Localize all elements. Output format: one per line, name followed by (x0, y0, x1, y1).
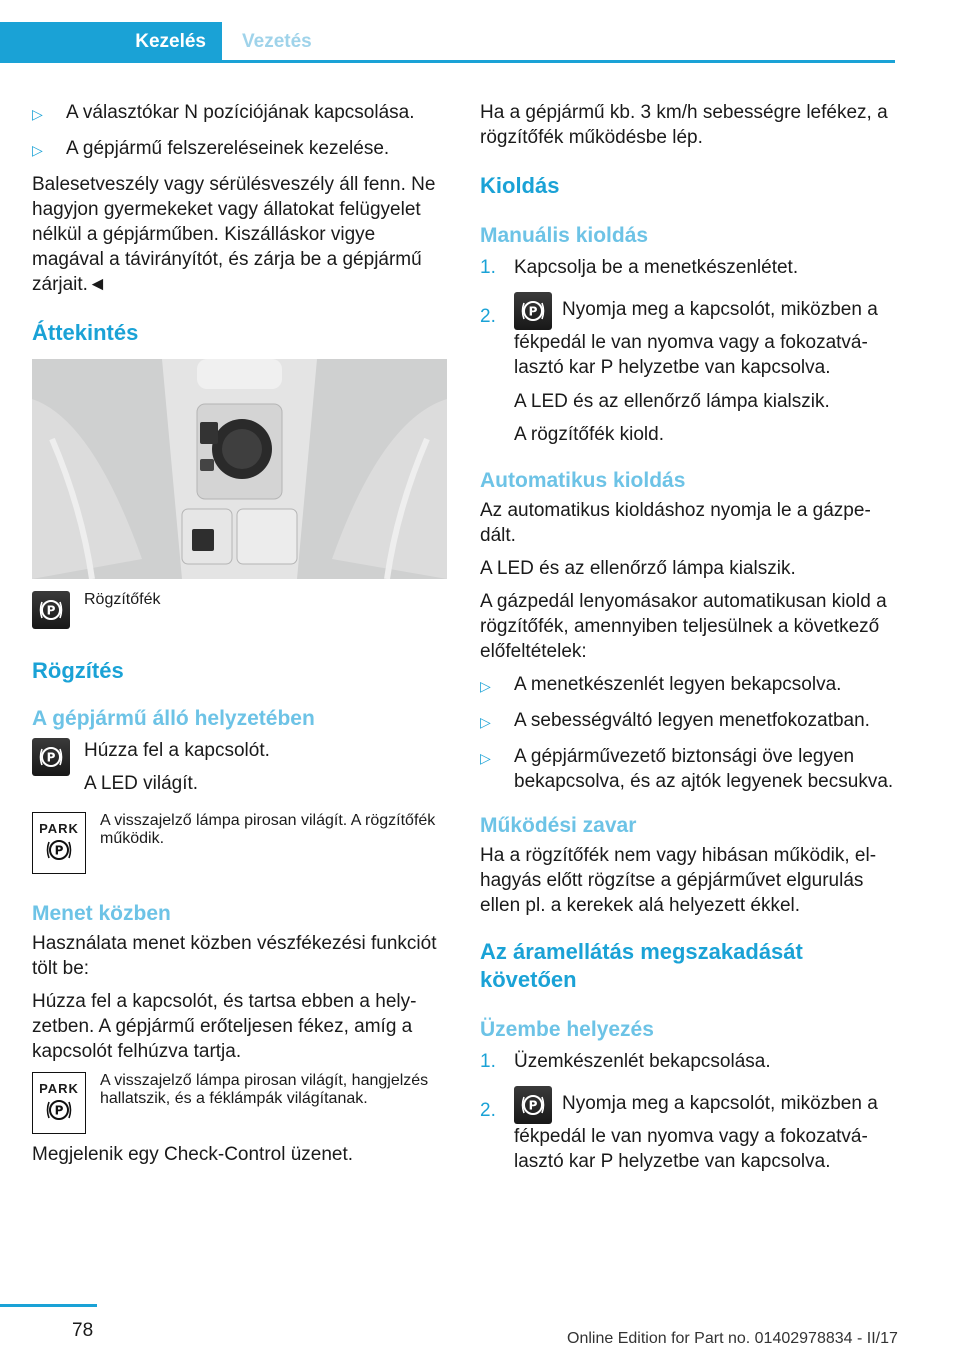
list-item: ▷ A menetkészenlét legyen bekapcsolva. (480, 672, 895, 699)
section-power-restore: Az áramellátás megszakadását követően (480, 939, 803, 992)
park-indicator-note: PARK P A visszajelző lámpa pirosan világít. A rögzítőfék működik. (32, 812, 450, 874)
parking-brake-caption: P Rögzítőfék (32, 591, 450, 629)
park-indicator-icon: PARK P (32, 812, 86, 874)
header-divider (0, 60, 895, 63)
svg-text:P: P (528, 304, 538, 319)
header-tabs (0, 22, 895, 62)
svg-text:P: P (54, 843, 64, 858)
svg-text:P: P (46, 750, 56, 765)
subsection-manual: Manuális kioldás (480, 224, 649, 247)
section-rogzites: Rögzítés (32, 658, 124, 683)
svg-text:P: P (46, 603, 56, 618)
park-indicator-icon: PARK P (32, 1072, 86, 1134)
triangle-bullet-icon: ▷ (480, 678, 491, 694)
list-item: 2. P Nyomja meg a kapcsolót, miközben a fékpedál le van nyomva vagy a fokozatválasztó kar P helyzetbe van kapcsolva. (480, 292, 895, 380)
subsection-startup: Üzembe helyezés (480, 1018, 654, 1041)
tab-vezetes[interactable]: Vezetés (222, 22, 895, 62)
parking-brake-button-icon (514, 1086, 552, 1124)
console-illustration (32, 359, 447, 579)
svg-text:P: P (528, 1098, 538, 1113)
console-photo (32, 359, 447, 579)
list-item: 2. P Nyomja meg a kapcsolót, miközben a fékpedál le van nyomva vagy a fokozatválasztó kar P helyzetbe van kapcsolva. (480, 1086, 895, 1174)
edition-note: Online Edition for Part no. 01402978834 - II/17 (567, 1330, 898, 1347)
triangle-bullet-icon: ▷ (480, 750, 491, 766)
triangle-bullet-icon: ▷ (32, 142, 43, 158)
svg-text:P: P (54, 1103, 64, 1118)
parking-brake-button-icon (514, 292, 552, 330)
subsection-auto: Automatikus kioldás (480, 469, 686, 492)
footer-divider (0, 1304, 97, 1307)
parking-brake-button-icon (32, 591, 70, 629)
right-column: Ha a gépjármű kb. 3 km/h sebességre lefékez, a rögzítőfék működésbe lép. Kioldás Manuális kioldás 1. Kapcsolja be a menetkészenlétet. 2. P Nyomja meg a kapcsolót, miközben a fékpedál le van nyomva vagy a fokozatválasztó kar P helyzetbe van kapcsolva. A LED és az ellenőrző lámpa kialszik. A rögzítőfék kiold. Automatikus kioldás Az automatikus kioldáshoz nyomja le a gázpedált. A LED és az ellenőrző lámpa kialszik. A gázpedál lenyomásakor automatikusan kiold a rögzítőfék, amennyiben teljesülnek a következő előfeltételek: ▷ A menetkészenlét legyen bekapcsolva. ▷ A sebességváltó legyen menetfokozatban. ▷ A gépjárművezető biztonsági öve legyen bekapcsolva, és az ajtók legyenek becsukva. Működési zavar Ha a rögzítőfék nem vagy hibásan működik, elhagyás előtt rögzítse a gépjárművet elgurulás ellen pl. a kerekek alá helyezett ékkel. Az áramellátás megszakadását követően Üzembe helyezés 1. Üzemkészenlét bekapcsolása. 2. P Nyomja meg a kapcsolót, miközben a fékpedál le van nyomva vagy a fokozatválasztó kar P helyzetbe van kapcsolva. (480, 102, 894, 1172)
list-item: 1. Kapcsolja be a menetkészenlétet. (480, 257, 799, 278)
list-item: 1. Üzemkészenlét bekapcsolása. (480, 1051, 771, 1072)
triangle-bullet-icon: ▷ (32, 106, 43, 122)
overview-heading: Áttekintés (32, 320, 139, 345)
pull-instruction: P Húzza fel a kapcsolót. A LED világít. (32, 738, 450, 796)
warning-text: Balesetveszély vagy sérülésveszély áll fenn. Ne hagyjon gyermekeket vagy állatokat felügyelet nélkül a gépjárműben. Kiszálláskor vigye magával a távirányítót, és zárja be a gépjármű zárjait.◄ (32, 174, 436, 295)
park-indicator-note: PARK P A visszajelző lámpa pirosan világít, hangjelzés hallatszik, és a féklámpák világítanak. (32, 1072, 450, 1134)
left-column: ▷ A választókar N pozíciójának kapcsolása. ▷ A gépjármű felszereléseinek kezelése. Balesetveszély vagy sérülésveszély áll fenn. Ne hagyjon gyermekeket vagy állatokat felügyelet nélkül a gépjárműben. Kiszálláskor vigye magával a távirányítót, és zárja be a gépjármű zárjait.◄ Áttekintés P Rögzítőfék Rögzítés A gépjármű álló helyzetében P Húzza fel a kapcsolót. A LED világít. PARK P A visszajelző lámpa pirosan világít. A rögzítőfék működik. Menet közben Használata menet közben vészfékezési funkciót tölt be: Húzza fel a kapcsolót, és tartsa ebben a helyzetben. A gépjármű erőteljesen fékez, amíg a kapcsolót felhúzva tartja. PARK P A visszajelző lámpa pirosan világít, hangjelzés hallatszik, és a féklámpák világítanak. Megjelenik egy Check-Control üzenet. (32, 100, 450, 1167)
section-kioldas: Kioldás (480, 173, 560, 198)
triangle-bullet-icon: ▷ (480, 714, 491, 730)
subsection-moving: Menet közben (32, 902, 171, 925)
list-item: ▷ A választókar N pozíciójának kapcsolása. (32, 100, 450, 127)
list-item: ▷ A sebességváltó legyen menetfokozatban. (480, 708, 895, 735)
parking-brake-button-icon (32, 738, 70, 776)
list-item: ▷ A gépjármű felszereléseinek kezelése. (32, 136, 450, 163)
subsection-fault: Működési zavar (480, 814, 637, 837)
page-number: 78 (72, 1320, 94, 1341)
tab-kezeles[interactable]: Kezelés (0, 22, 222, 62)
subsection-stationary: A gépjármű álló helyzetében (32, 707, 315, 730)
list-item: ▷ A gépjárművezető biztonsági öve legyen bekapcsolva, és az ajtók legyenek becsukva. (480, 746, 894, 792)
